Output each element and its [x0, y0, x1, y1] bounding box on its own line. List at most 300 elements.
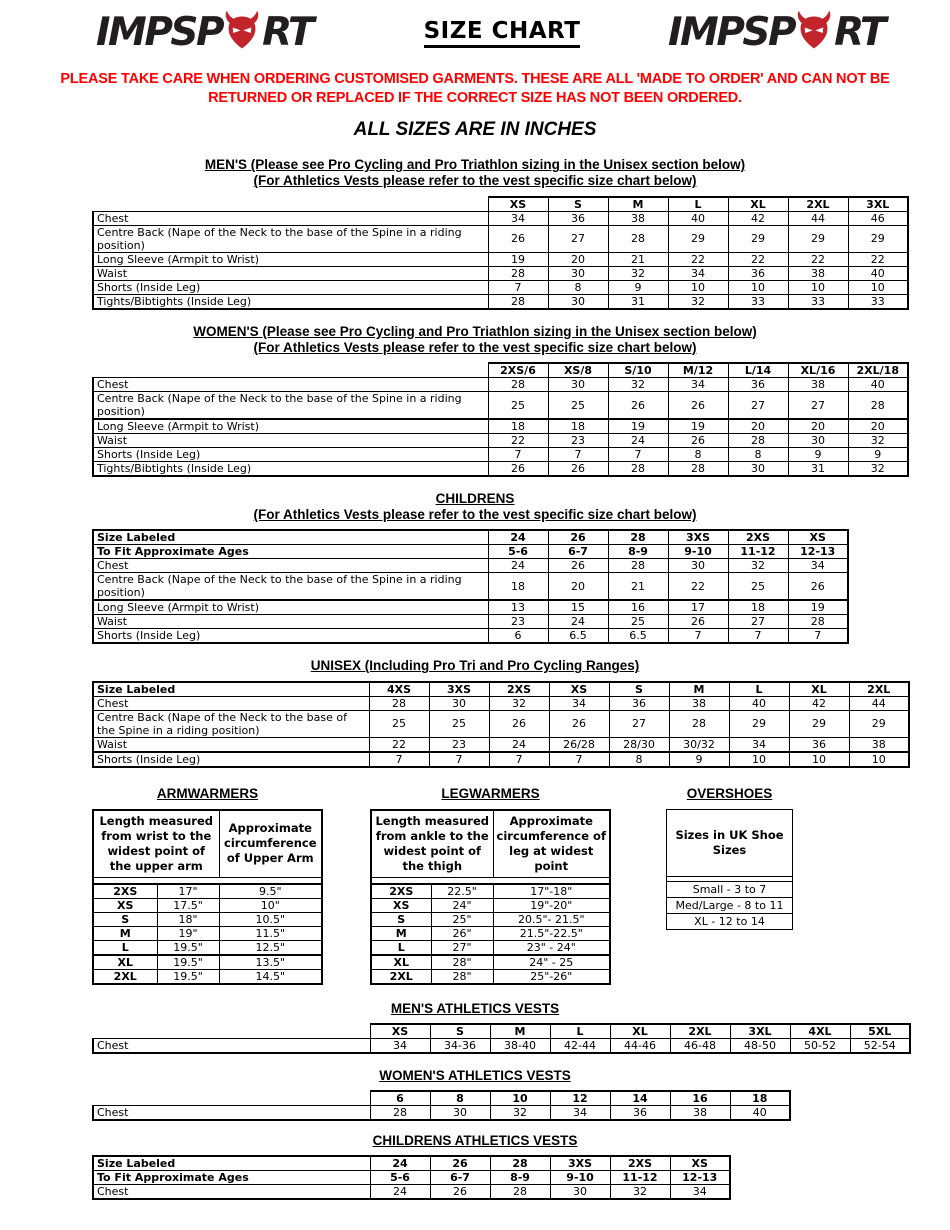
shoe-size-value: Med/Large - 8 to 11 — [667, 897, 793, 913]
column-header: XL — [728, 197, 788, 212]
value-cell: 28 — [788, 615, 848, 629]
column-header: S — [609, 682, 669, 697]
table-row — [371, 884, 610, 899]
value-cell: 44-46 — [610, 1038, 670, 1053]
value-cell: 42 — [789, 696, 849, 710]
size-label: 2XS — [371, 884, 431, 899]
column-header: 2XS — [610, 1156, 670, 1171]
table-row — [93, 419, 908, 434]
table-row — [93, 434, 908, 448]
row-label: Long Sleeve (Armpit to Wrist) — [93, 600, 488, 615]
table-row — [93, 629, 848, 644]
size-table — [92, 681, 910, 768]
column-header: L — [729, 682, 789, 697]
empty-header-cell — [93, 363, 488, 378]
value-cell: 18 — [488, 573, 548, 601]
empty-header-cell — [93, 197, 488, 212]
value-cell: 12-13 — [670, 1171, 730, 1185]
value-cell: 10 — [668, 280, 728, 294]
table-row — [667, 897, 793, 913]
row-label: Waist — [93, 615, 488, 629]
column-header: 4XS — [369, 682, 429, 697]
value-cell: 7 — [488, 448, 548, 462]
column-header: 4XL — [790, 1024, 850, 1039]
row-label: Centre Back (Nape of the Neck to the base of the Spine in a riding position) — [93, 392, 488, 420]
size-label: XS — [371, 898, 431, 912]
value-cell: 28 — [608, 559, 668, 573]
value-cell: 34-36 — [430, 1038, 490, 1053]
column-header: 3XL — [848, 197, 908, 212]
value-cell: 24 — [608, 434, 668, 448]
value-cell: 28 — [728, 434, 788, 448]
row-label: Waist — [93, 737, 369, 752]
length-value: 19.5" — [157, 940, 219, 955]
column-header: L — [550, 1024, 610, 1039]
column-header: XL — [789, 682, 849, 697]
value-cell: 30 — [548, 266, 608, 280]
row-label: To Fit Approximate Ages — [93, 545, 488, 559]
value-cell: 21 — [608, 573, 668, 601]
value-cell: 28 — [488, 266, 548, 280]
value-cell: 34 — [668, 266, 728, 280]
column-header: XL — [610, 1024, 670, 1039]
logo-text-post: RT — [834, 10, 884, 55]
length-value: 18" — [157, 912, 219, 926]
empty-header-cell — [93, 1091, 370, 1106]
childrens-size-table — [92, 529, 950, 644]
value-cell: 28 — [668, 462, 728, 477]
value-cell: 26 — [548, 559, 608, 573]
value-cell: 50-52 — [790, 1038, 850, 1053]
table-row — [93, 737, 909, 752]
value-cell: 10 — [729, 752, 789, 767]
value-cell: 27 — [609, 710, 669, 737]
value-cell: 7 — [549, 752, 609, 767]
value-cell: 8 — [609, 752, 669, 767]
table-row — [93, 280, 908, 294]
value-cell: 26 — [788, 573, 848, 601]
value-cell: 36 — [728, 378, 788, 392]
value-cell: 18 — [488, 419, 548, 434]
column-header: 2XL — [788, 197, 848, 212]
value-cell: 31 — [608, 294, 668, 309]
heading-line: OVERSHOES — [686, 785, 773, 801]
row-label: Shorts (Inside Leg) — [93, 280, 488, 294]
value-cell: 34 — [488, 211, 548, 225]
value-cell: 34 — [788, 559, 848, 573]
value-cell: 29 — [668, 225, 728, 252]
heading-line: CHILDRENS ATHLETICS VESTS — [372, 1133, 578, 1149]
mens-size-table — [92, 196, 950, 310]
warmers-table — [370, 809, 611, 985]
table-header-row — [93, 1091, 790, 1106]
value-cell: 6-7 — [548, 545, 608, 559]
warmers-row — [92, 786, 950, 985]
spacer — [323, 786, 370, 985]
value-cell: 42-44 — [550, 1038, 610, 1053]
shoe-sizes-header: Sizes in UK Shoe Sizes — [667, 809, 793, 876]
circumference-value: 25"-26" — [493, 969, 610, 984]
overshoes-table — [666, 809, 793, 930]
size-label: S — [93, 912, 157, 926]
value-cell: 11-12 — [610, 1171, 670, 1185]
table-row — [93, 752, 909, 767]
circumference-value: 9.5" — [219, 884, 322, 899]
column-header: 3XL — [730, 1024, 790, 1039]
value-cell: 38 — [669, 696, 729, 710]
value-cell: 38 — [788, 378, 848, 392]
column-header: 24 — [488, 530, 548, 545]
heading-line: LEGWARMERS — [441, 785, 540, 801]
value-cell: 28 — [848, 392, 908, 420]
column-header: XS — [549, 682, 609, 697]
value-cell: 28 — [669, 710, 729, 737]
table-header-row — [93, 682, 909, 697]
length-value: 28" — [431, 955, 493, 970]
logo-text-pre: IMPSP — [96, 10, 223, 55]
spacer — [611, 786, 666, 985]
value-cell: 26 — [488, 462, 548, 477]
table-row — [93, 912, 322, 926]
circumference-value: 21.5"-22.5" — [493, 926, 610, 940]
row-label: Waist — [93, 266, 488, 280]
heading-line: MEN'S ATHLETICS VESTS — [390, 1000, 560, 1016]
circumference-value: 12.5" — [219, 940, 322, 955]
value-cell: 15 — [548, 600, 608, 615]
value-cell: 29 — [849, 710, 909, 737]
value-cell: 44 — [849, 696, 909, 710]
units-heading: ALL SIZES ARE IN INCHES — [353, 119, 597, 141]
value-cell: 27 — [788, 392, 848, 420]
table-row — [371, 969, 610, 984]
row-label: Tights/Bibtights (Inside Leg) — [93, 462, 488, 477]
value-cell: 36 — [548, 211, 608, 225]
table-header-row — [93, 810, 322, 878]
section-heading-overshoes — [666, 786, 793, 802]
value-cell: 25 — [369, 710, 429, 737]
value-cell: 34 — [550, 1106, 610, 1121]
impsport-logo-left — [96, 10, 336, 55]
row-label: Chest — [93, 378, 488, 392]
size-label: S — [371, 912, 431, 926]
value-cell: 32 — [668, 294, 728, 309]
column-header: 28 — [490, 1156, 550, 1171]
value-cell: 30 — [429, 696, 489, 710]
value-cell: 38 — [849, 737, 909, 752]
measurement-header: Length measured from wrist to the widest point of the upper arm — [93, 810, 219, 878]
value-cell: 9 — [669, 752, 729, 767]
value-cell: 48-50 — [730, 1038, 790, 1053]
column-header: 2XL — [849, 682, 909, 697]
column-header: 8 — [430, 1091, 490, 1106]
table-row — [93, 559, 848, 573]
column-header: XS — [670, 1156, 730, 1171]
row-label: Chest — [93, 1185, 370, 1200]
value-cell: 25 — [488, 392, 548, 420]
table-row — [93, 969, 322, 984]
value-cell: 25 — [429, 710, 489, 737]
size-label: XL — [93, 955, 157, 970]
value-cell: 19 — [668, 419, 728, 434]
circumference-header: Approximate circumference of leg at widest point — [493, 810, 610, 878]
logo-text-pre: IMPSP — [668, 10, 795, 55]
value-cell: 29 — [788, 225, 848, 252]
table-header-row — [93, 363, 908, 378]
heading-line: (For Athletics Vests please refer to the vest specific size chart below) — [253, 173, 697, 189]
shoe-size-value: Small - 3 to 7 — [667, 881, 793, 897]
section-heading-childrens-vests — [0, 1133, 950, 1149]
value-cell: 28/30 — [609, 737, 669, 752]
column-header: 3XS — [668, 530, 728, 545]
value-cell: 22 — [488, 434, 548, 448]
table-header-row — [93, 1024, 910, 1039]
empty-header-cell — [93, 1024, 370, 1039]
column-header: 12 — [550, 1091, 610, 1106]
value-cell: 5-6 — [488, 545, 548, 559]
column-header: 3XS — [550, 1156, 610, 1171]
length-value: 28" — [431, 969, 493, 984]
value-cell: 36 — [728, 266, 788, 280]
row-label: Chest — [93, 559, 488, 573]
size-table — [92, 529, 849, 644]
value-cell: 7 — [489, 752, 549, 767]
value-cell: 38 — [788, 266, 848, 280]
value-cell: 40 — [668, 211, 728, 225]
row-label: To Fit Approximate Ages — [93, 1171, 370, 1185]
overshoes-table — [666, 809, 793, 930]
table-row — [93, 1185, 730, 1200]
value-cell: 32 — [489, 696, 549, 710]
value-cell: 7 — [608, 448, 668, 462]
table-row — [93, 940, 322, 955]
value-cell: 6.5 — [608, 629, 668, 644]
table-row — [93, 573, 848, 601]
value-cell: 10 — [789, 752, 849, 767]
row-label: Long Sleeve (Armpit to Wrist) — [93, 252, 488, 266]
value-cell: 28 — [608, 462, 668, 477]
size-labeled-header: Size Labeled — [93, 530, 488, 545]
overshoes-block — [666, 786, 793, 985]
value-cell: 7 — [728, 629, 788, 644]
value-cell: 34 — [729, 737, 789, 752]
column-header: M/12 — [668, 363, 728, 378]
value-cell: 22 — [369, 737, 429, 752]
value-cell: 16 — [608, 600, 668, 615]
length-value: 22.5" — [431, 884, 493, 899]
value-cell: 32 — [848, 434, 908, 448]
value-cell: 33 — [788, 294, 848, 309]
column-header: 2XS — [728, 530, 788, 545]
column-header: 5XL — [850, 1024, 910, 1039]
column-header: XS/8 — [548, 363, 608, 378]
row-label: Shorts (Inside Leg) — [93, 752, 369, 767]
circumference-value: 14.5" — [219, 969, 322, 984]
value-cell: 10 — [788, 280, 848, 294]
value-cell: 30 — [728, 462, 788, 477]
table-header-row — [371, 810, 610, 878]
section-heading-womens-vests — [0, 1068, 950, 1084]
value-cell: 30 — [548, 378, 608, 392]
heading-line: MEN'S (Please see Pro Cycling and Pro Triathlon sizing in the Unisex section below) — [204, 157, 746, 173]
value-cell: 6-7 — [430, 1171, 490, 1185]
value-cell: 22 — [848, 252, 908, 266]
circumference-value: 10" — [219, 898, 322, 912]
value-cell: 33 — [848, 294, 908, 309]
heading-line: WOMEN'S ATHLETICS VESTS — [379, 1067, 571, 1083]
value-cell: 29 — [848, 225, 908, 252]
value-cell: 7 — [429, 752, 489, 767]
value-cell: 28 — [488, 294, 548, 309]
column-header: 26 — [430, 1156, 490, 1171]
row-label: Shorts (Inside Leg) — [93, 629, 488, 644]
row-label: Shorts (Inside Leg) — [93, 448, 488, 462]
order-warning-line1: PLEASE TAKE CARE WHEN ORDERING CUSTOMISED GARMENTS. THESE ARE ALL 'MADE TO ORDER' AND CAN NOT BE — [60, 71, 890, 87]
value-cell: 26/28 — [549, 737, 609, 752]
circumference-header: Approximate circumference of Upper Arm — [219, 810, 322, 878]
value-cell: 32 — [608, 378, 668, 392]
measurement-header: Length measured from ankle to the widest point of the thigh — [371, 810, 493, 878]
value-cell: 40 — [848, 378, 908, 392]
column-header: 14 — [610, 1091, 670, 1106]
value-cell: 7 — [548, 448, 608, 462]
value-cell: 24 — [370, 1185, 430, 1200]
column-header: XL/16 — [788, 363, 848, 378]
page-title: SIZE CHART — [424, 18, 581, 48]
heading-line: CHILDRENS — [435, 491, 515, 506]
value-cell: 32 — [490, 1106, 550, 1121]
size-label: 2XL — [93, 969, 157, 984]
value-cell: 42 — [728, 211, 788, 225]
table-row — [371, 940, 610, 955]
value-cell: 38 — [608, 211, 668, 225]
column-header: 2XL/18 — [848, 363, 908, 378]
value-cell: 25 — [608, 615, 668, 629]
value-cell: 10 — [848, 280, 908, 294]
value-cell: 29 — [729, 710, 789, 737]
column-header: 26 — [548, 530, 608, 545]
value-cell: 30 — [550, 1185, 610, 1200]
row-label: Waist — [93, 434, 488, 448]
value-cell: 20 — [548, 252, 608, 266]
womens-size-table — [92, 362, 950, 477]
length-value: 27" — [431, 940, 493, 955]
section-heading-womens — [0, 324, 950, 356]
circumference-value: 11.5" — [219, 926, 322, 940]
value-cell: 9-10 — [550, 1171, 610, 1185]
table-row — [93, 448, 908, 462]
value-cell: 11-12 — [728, 545, 788, 559]
value-cell: 10 — [728, 280, 788, 294]
value-cell: 19 — [788, 600, 848, 615]
value-cell: 30 — [788, 434, 848, 448]
heading-line: UNISEX (Including Pro Tri and Pro Cycling Ranges) — [310, 658, 640, 674]
value-cell: 27 — [728, 615, 788, 629]
section-heading-mens — [0, 157, 950, 189]
value-cell: 20 — [848, 419, 908, 434]
size-table — [92, 1090, 791, 1121]
circumference-value: 24" - 25 — [493, 955, 610, 970]
value-cell: 22 — [668, 573, 728, 601]
value-cell: 25 — [548, 392, 608, 420]
length-value: 17" — [157, 884, 219, 899]
value-cell: 9 — [848, 448, 908, 462]
shoe-size-value: XL - 12 to 14 — [667, 913, 793, 929]
legwarmers-block — [370, 786, 611, 985]
column-header: S — [548, 197, 608, 212]
size-labeled-header: Size Labeled — [93, 682, 369, 697]
devil-face-icon — [221, 8, 263, 52]
value-cell: 26 — [488, 225, 548, 252]
heading-line: (For Athletics Vests please refer to the vest specific size chart below) — [253, 339, 697, 355]
table-row — [371, 898, 610, 912]
row-label: Chest — [93, 1106, 370, 1121]
size-label: XS — [93, 898, 157, 912]
length-value: 17.5" — [157, 898, 219, 912]
table-row — [93, 615, 848, 629]
value-cell: 7 — [369, 752, 429, 767]
value-cell: 40 — [848, 266, 908, 280]
value-cell: 28 — [369, 696, 429, 710]
size-table — [92, 1023, 911, 1054]
table-row — [93, 392, 908, 420]
value-cell: 30 — [548, 294, 608, 309]
value-cell: 20 — [788, 419, 848, 434]
value-cell: 24 — [548, 615, 608, 629]
table-row — [93, 955, 322, 970]
value-cell: 24 — [488, 559, 548, 573]
value-cell: 32 — [608, 266, 668, 280]
value-cell: 32 — [728, 559, 788, 573]
value-cell: 18 — [548, 419, 608, 434]
row-label: Chest — [93, 696, 369, 710]
length-value: 24" — [431, 898, 493, 912]
column-header: 16 — [670, 1091, 730, 1106]
value-cell: 30 — [430, 1106, 490, 1121]
value-cell: 34 — [549, 696, 609, 710]
value-cell: 8 — [728, 448, 788, 462]
size-label: L — [93, 940, 157, 955]
value-cell: 30 — [668, 559, 728, 573]
value-cell: 38 — [670, 1106, 730, 1121]
order-warning-line2: RETURNED OR REPLACED IF THE CORRECT SIZE HAS NOT BEEN ORDERED. — [208, 90, 742, 107]
column-header: M — [490, 1024, 550, 1039]
value-cell: 28 — [490, 1185, 550, 1200]
size-label: M — [371, 926, 431, 940]
value-cell: 46-48 — [670, 1038, 730, 1053]
column-header: 2XS/6 — [488, 363, 548, 378]
value-cell: 40 — [730, 1106, 790, 1121]
table-row — [93, 294, 908, 309]
value-cell: 26 — [668, 615, 728, 629]
value-cell: 23 — [488, 615, 548, 629]
value-cell: 5-6 — [370, 1171, 430, 1185]
table-row — [93, 1038, 910, 1053]
value-cell: 34 — [670, 1185, 730, 1200]
value-cell: 31 — [788, 462, 848, 477]
value-cell: 7 — [788, 629, 848, 644]
table-row — [93, 378, 908, 392]
table-row — [93, 696, 909, 710]
column-header: M — [608, 197, 668, 212]
mens-vests-table — [92, 1023, 950, 1054]
value-cell: 26 — [548, 462, 608, 477]
size-labeled-header: Size Labeled — [93, 1156, 370, 1171]
table-row — [93, 545, 848, 559]
value-cell: 26 — [608, 392, 668, 420]
row-label: Centre Back (Nape of the Neck to the base of the Spine in a riding position) — [93, 710, 369, 737]
armwarmers-block — [92, 786, 323, 985]
value-cell: 34 — [370, 1038, 430, 1053]
